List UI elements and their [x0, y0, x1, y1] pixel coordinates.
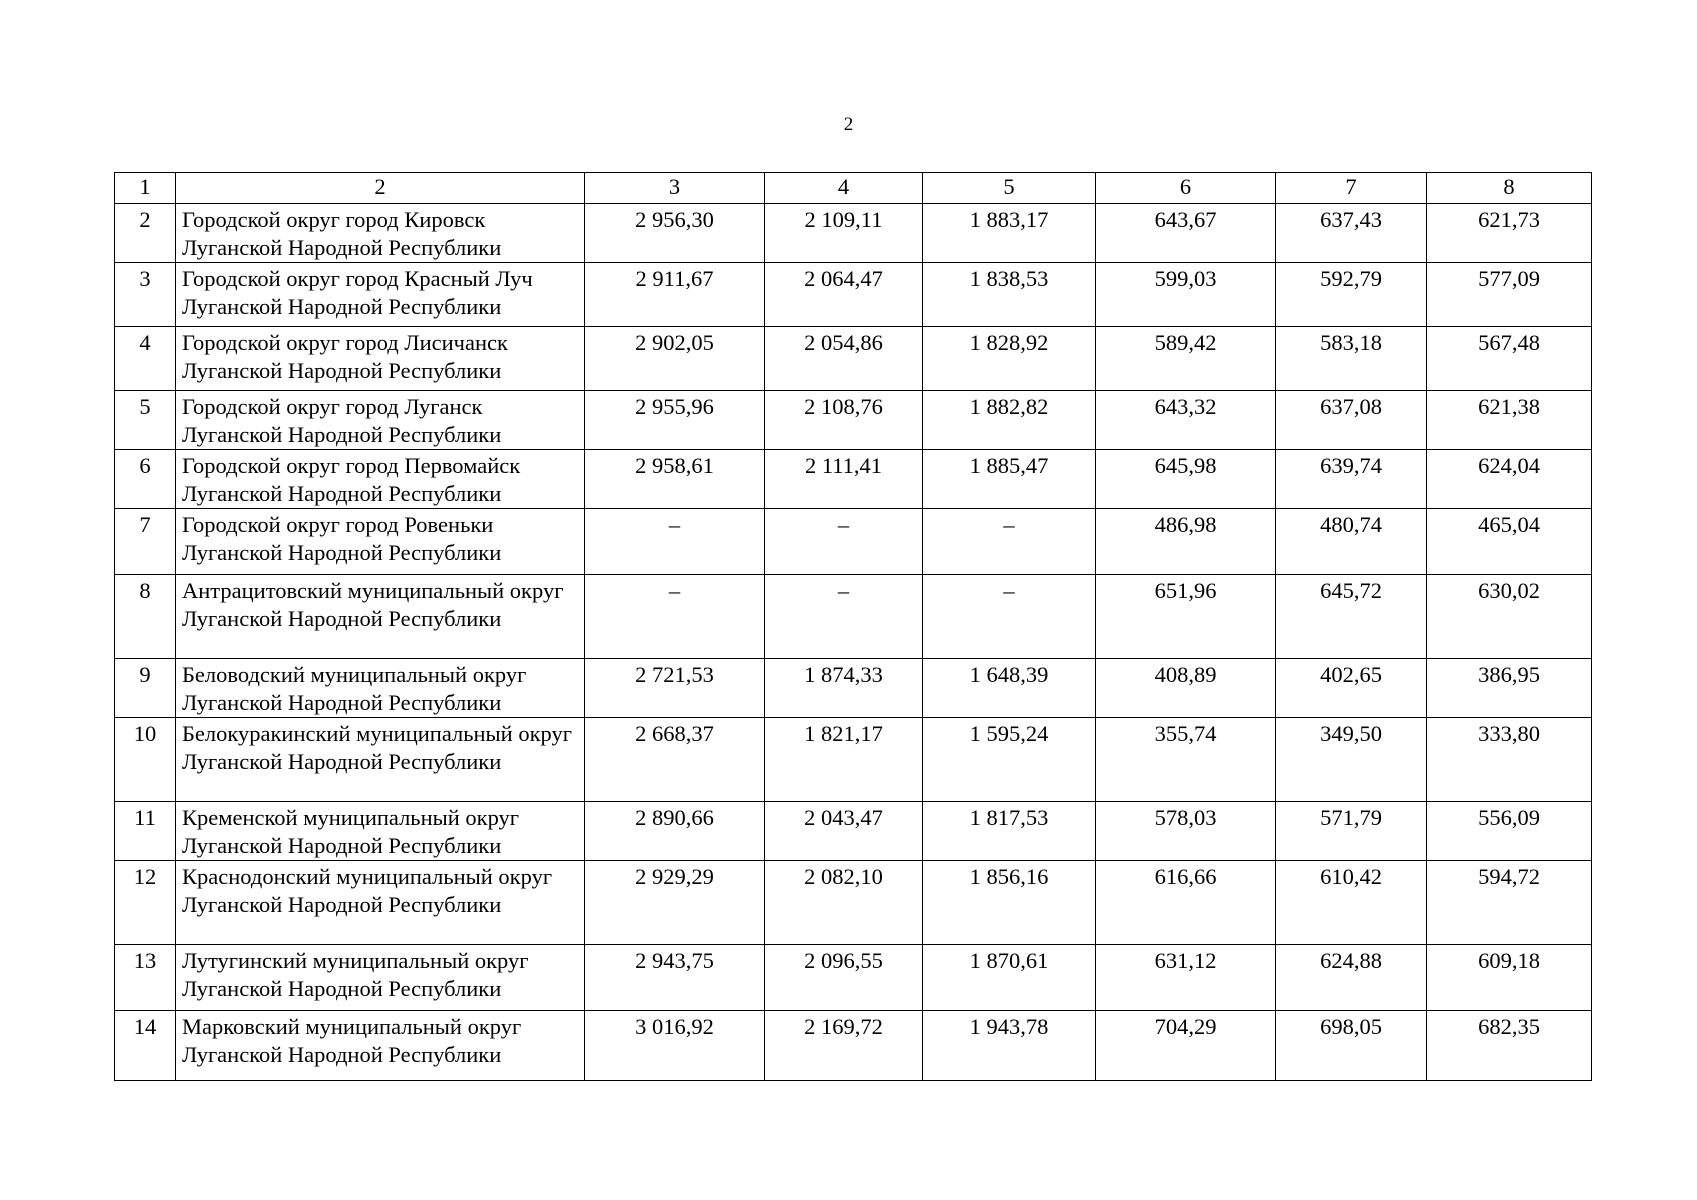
- row-number: 3: [115, 263, 176, 327]
- value-cell: 2 064,47: [765, 263, 923, 327]
- value-cell: 2 096,55: [765, 945, 923, 1011]
- column-number: 8: [1427, 173, 1592, 204]
- value-cell: 1 874,33: [765, 659, 923, 718]
- value-cell: 480,74: [1276, 509, 1427, 575]
- row-number: 7: [115, 509, 176, 575]
- table-row: [115, 802, 1592, 861]
- value-cell: 624,88: [1276, 945, 1427, 1011]
- column-number: 3: [585, 173, 765, 204]
- value-cell: 639,74: [1276, 450, 1427, 509]
- municipality-name: Лутугинский муниципальный округ Луганской Народной Республики: [176, 945, 585, 1011]
- value-cell: 651,96: [1096, 575, 1276, 659]
- table-row: [115, 327, 1592, 391]
- value-cell: 2 958,61: [585, 450, 765, 509]
- value-cell: 616,66: [1096, 861, 1276, 945]
- value-cell: –: [765, 575, 923, 659]
- value-cell: 355,74: [1096, 718, 1276, 802]
- value-cell: 1 838,53: [923, 263, 1096, 327]
- column-number: 4: [765, 173, 923, 204]
- value-cell: –: [765, 509, 923, 575]
- value-cell: 630,02: [1427, 575, 1592, 659]
- value-cell: 1 856,16: [923, 861, 1096, 945]
- table-row: [115, 263, 1592, 327]
- table-row: [115, 659, 1592, 718]
- table-row: [115, 718, 1592, 802]
- value-cell: 643,67: [1096, 204, 1276, 263]
- column-number: 7: [1276, 173, 1427, 204]
- municipality-name: Городской округ город Первомайск Луганской Народной Республики: [176, 450, 585, 509]
- value-cell: 567,48: [1427, 327, 1592, 391]
- value-cell: –: [923, 509, 1096, 575]
- value-cell: 2 929,29: [585, 861, 765, 945]
- table-row: [115, 575, 1592, 659]
- value-cell: 2 108,76: [765, 391, 923, 450]
- value-cell: 682,35: [1427, 1011, 1592, 1081]
- value-cell: 2 169,72: [765, 1011, 923, 1081]
- row-number: 4: [115, 327, 176, 391]
- value-cell: 578,03: [1096, 802, 1276, 861]
- municipality-name: Кременской муниципальный округ Луганской Народной Республики: [176, 802, 585, 861]
- value-cell: 645,72: [1276, 575, 1427, 659]
- column-number: 5: [923, 173, 1096, 204]
- row-number: 5: [115, 391, 176, 450]
- value-cell: –: [585, 509, 765, 575]
- value-cell: 1 885,47: [923, 450, 1096, 509]
- table-row: [115, 861, 1592, 945]
- value-cell: 599,03: [1096, 263, 1276, 327]
- table-row: [115, 450, 1592, 509]
- row-number: 8: [115, 575, 176, 659]
- value-cell: 577,09: [1427, 263, 1592, 327]
- row-number: 10: [115, 718, 176, 802]
- value-cell: 2 043,47: [765, 802, 923, 861]
- value-cell: 583,18: [1276, 327, 1427, 391]
- municipality-name: Городской округ город Красный Луч Луганской Народной Республики: [176, 263, 585, 327]
- table-row: [115, 1011, 1592, 1081]
- value-cell: 2 911,67: [585, 263, 765, 327]
- column-number: 6: [1096, 173, 1276, 204]
- page-number: 2: [843, 114, 854, 135]
- value-cell: 594,72: [1427, 861, 1592, 945]
- municipality-name: Беловодский муниципальный округ Луганской Народной Республики: [176, 659, 585, 718]
- value-cell: –: [923, 575, 1096, 659]
- row-number: 6: [115, 450, 176, 509]
- value-cell: 2 668,37: [585, 718, 765, 802]
- municipality-name: Антрацитовский муниципальный округ Луганской Народной Республики: [176, 575, 585, 659]
- value-cell: 637,43: [1276, 204, 1427, 263]
- row-number: 12: [115, 861, 176, 945]
- value-cell: 1 828,92: [923, 327, 1096, 391]
- value-cell: 2 890,66: [585, 802, 765, 861]
- municipality-name: Краснодонский муниципальный округ Луганской Народной Республики: [176, 861, 585, 945]
- value-cell: 2 721,53: [585, 659, 765, 718]
- value-cell: 2 956,30: [585, 204, 765, 263]
- data-table: [114, 172, 1592, 1081]
- value-cell: 589,42: [1096, 327, 1276, 391]
- value-cell: 1 817,53: [923, 802, 1096, 861]
- municipality-name: Городской округ город Луганск Луганской Народной Республики: [176, 391, 585, 450]
- table-row: [115, 945, 1592, 1011]
- column-number: 2: [176, 173, 585, 204]
- value-cell: 2 054,86: [765, 327, 923, 391]
- value-cell: 402,65: [1276, 659, 1427, 718]
- value-cell: 621,38: [1427, 391, 1592, 450]
- value-cell: 631,12: [1096, 945, 1276, 1011]
- value-cell: 1 883,17: [923, 204, 1096, 263]
- value-cell: 643,32: [1096, 391, 1276, 450]
- value-cell: 637,08: [1276, 391, 1427, 450]
- row-number: 14: [115, 1011, 176, 1081]
- value-cell: 2 111,41: [765, 450, 923, 509]
- value-cell: 1 648,39: [923, 659, 1096, 718]
- value-cell: 408,89: [1096, 659, 1276, 718]
- value-cell: 609,18: [1427, 945, 1592, 1011]
- value-cell: 2 082,10: [765, 861, 923, 945]
- value-cell: 2 109,11: [765, 204, 923, 263]
- value-cell: 610,42: [1276, 861, 1427, 945]
- value-cell: –: [585, 575, 765, 659]
- value-cell: 333,80: [1427, 718, 1592, 802]
- value-cell: 621,73: [1427, 204, 1592, 263]
- value-cell: 349,50: [1276, 718, 1427, 802]
- municipality-name: Белокуракинский муниципальный округ Луганской Народной Республики: [176, 718, 585, 802]
- value-cell: 704,29: [1096, 1011, 1276, 1081]
- value-cell: 465,04: [1427, 509, 1592, 575]
- table-row: [115, 204, 1592, 263]
- table-row: [115, 391, 1592, 450]
- municipality-name: Городской округ город Лисичанск Луганской Народной Республики: [176, 327, 585, 391]
- value-cell: 1 943,78: [923, 1011, 1096, 1081]
- table-header-row: [115, 173, 1592, 204]
- column-number: 1: [115, 173, 176, 204]
- value-cell: 1 870,61: [923, 945, 1096, 1011]
- municipality-name: Городской округ город Кировск Луганской Народной Республики: [176, 204, 585, 263]
- value-cell: 486,98: [1096, 509, 1276, 575]
- row-number: 11: [115, 802, 176, 861]
- value-cell: 1 595,24: [923, 718, 1096, 802]
- value-cell: 2 943,75: [585, 945, 765, 1011]
- municipality-name: Марковский муниципальный округ Луганской Народной Республики: [176, 1011, 585, 1081]
- value-cell: 2 902,05: [585, 327, 765, 391]
- value-cell: 698,05: [1276, 1011, 1427, 1081]
- value-cell: 2 955,96: [585, 391, 765, 450]
- value-cell: 1 821,17: [765, 718, 923, 802]
- municipality-name: Городской округ город Ровеньки Луганской Народной Республики: [176, 509, 585, 575]
- value-cell: 3 016,92: [585, 1011, 765, 1081]
- row-number: 9: [115, 659, 176, 718]
- table-row: [115, 509, 1592, 575]
- value-cell: 571,79: [1276, 802, 1427, 861]
- value-cell: 386,95: [1427, 659, 1592, 718]
- value-cell: 645,98: [1096, 450, 1276, 509]
- value-cell: 556,09: [1427, 802, 1592, 861]
- row-number: 2: [115, 204, 176, 263]
- value-cell: 624,04: [1427, 450, 1592, 509]
- value-cell: 592,79: [1276, 263, 1427, 327]
- value-cell: 1 882,82: [923, 391, 1096, 450]
- row-number: 13: [115, 945, 176, 1011]
